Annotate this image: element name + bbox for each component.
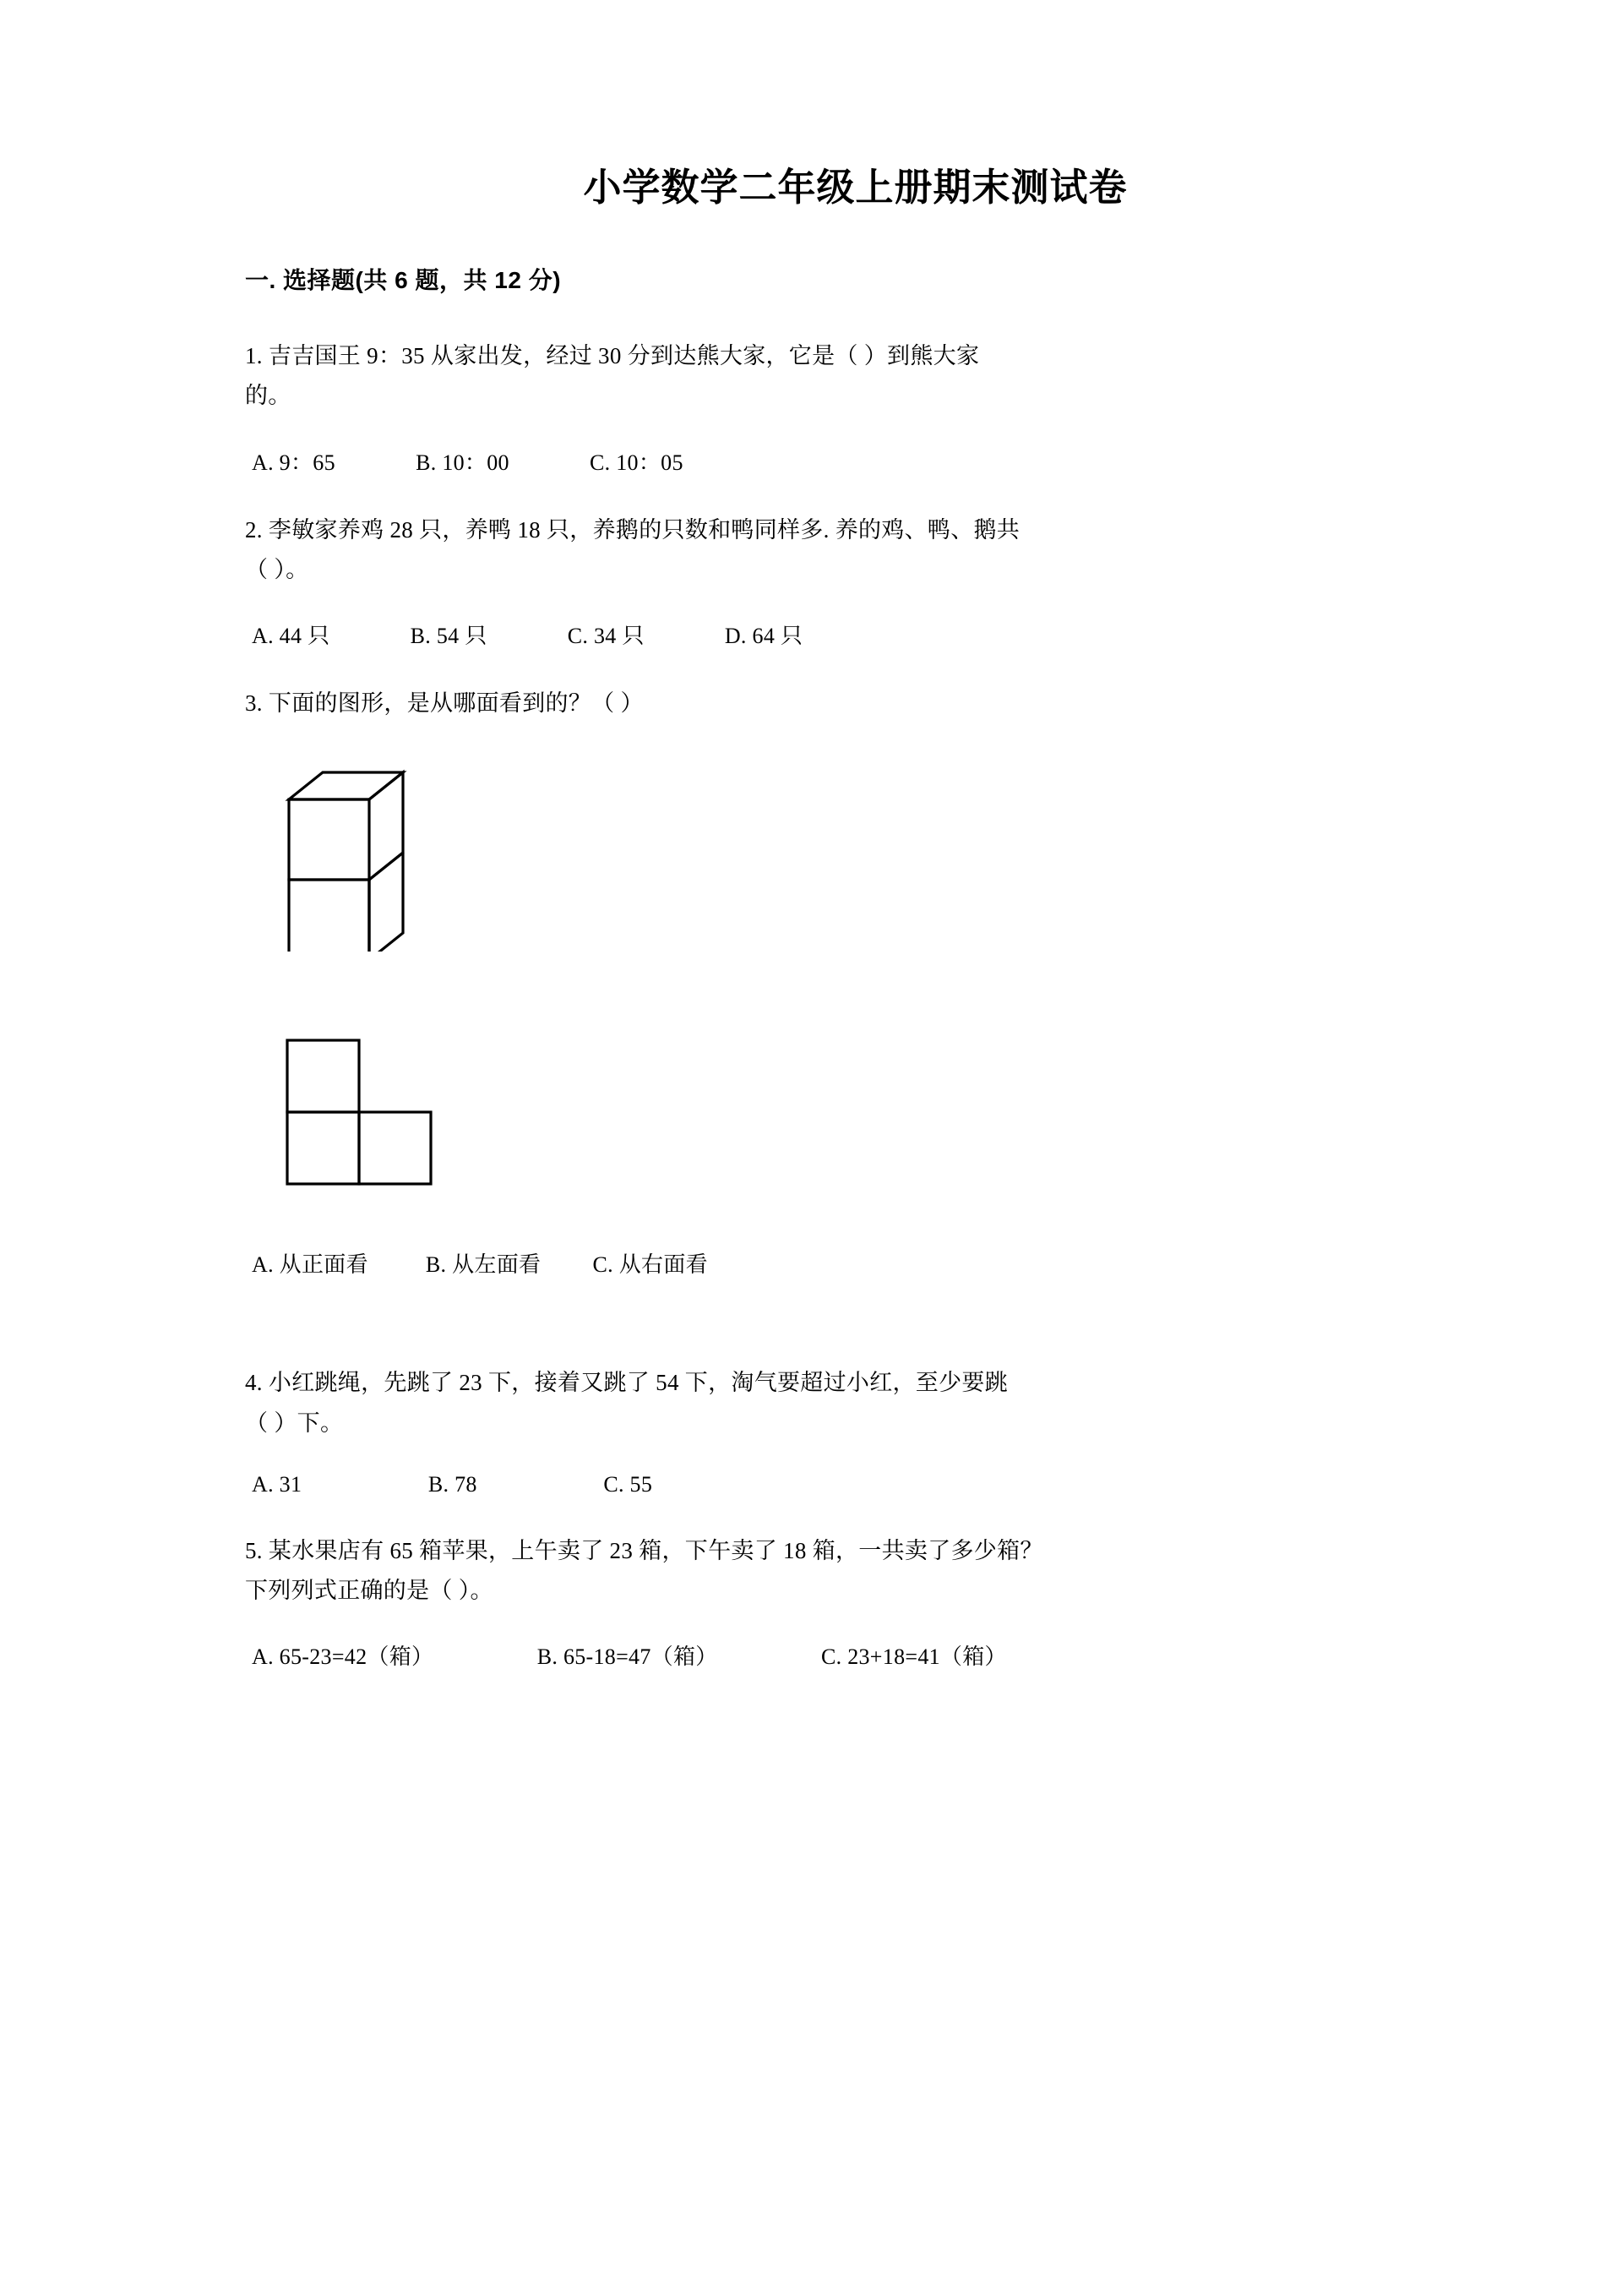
question-1: [245, 336, 1440, 417]
section-heading: 一. 选择题(共 6 题，共 12 分): [245, 267, 562, 293]
question-4-options: A. 31 B. 78 C. 55: [252, 1471, 653, 1497]
page-title: 小学数学二年级上册期末测试卷: [583, 166, 1128, 209]
question-4: [245, 1363, 1440, 1443]
question-5-line-2: 下列列式正确的是（ ）。: [245, 1578, 493, 1603]
question-4-line-1: 4. 小红跳绳，先跳了 23 下，接着又跳了 54 下，淘气要超过小红，至少要跳: [245, 1370, 1008, 1396]
question-2-line-1: 2. 李敏家养鸡 28 只，养鸭 18 只，养鹅的只数和鸭同样多. 养的鸡、鸭、鹅共: [245, 516, 1021, 543]
solid-shape-figure: [270, 757, 1440, 952]
question-2-options: A. 44 只 B. 54 只 C. 34 只 D. 64 只: [252, 624, 803, 648]
question-5-line-1: 5. 某水果店有 65 箱苹果，上午卖了 23 箱，下午卖了 18 箱，一共卖了多少箱？: [245, 1537, 1043, 1563]
question-2: [245, 510, 1440, 591]
question-3-line-1: 3. 下面的图形，是从哪面看到的？（ ）: [245, 690, 644, 716]
question-1-line-2: 的。: [245, 383, 291, 409]
question-5-options: A. 65-23=42（箱） B. 65-18=47（箱） C. 23+18=41（箱）: [252, 1644, 1007, 1670]
question-3-figures: [253, 757, 1440, 1197]
question-1-options: A. 9：65 B. 10：00 C. 10：05: [252, 450, 683, 475]
question-2-line-2: （ ）。: [245, 556, 309, 582]
question-3-options: A. 从正面看 B. 从左面看 C. 从右面看: [252, 1252, 708, 1278]
question-4-line-2: （ ）下。: [245, 1410, 344, 1436]
flat-view-figure: [270, 1028, 1440, 1197]
question-1-line-1: 1. 吉吉国王 9：35 从家出发，经过 30 分到达熊大家，它是（ ）到熊大家: [245, 343, 980, 368]
question-3: [245, 684, 1440, 723]
question-5: [245, 1531, 1440, 1612]
